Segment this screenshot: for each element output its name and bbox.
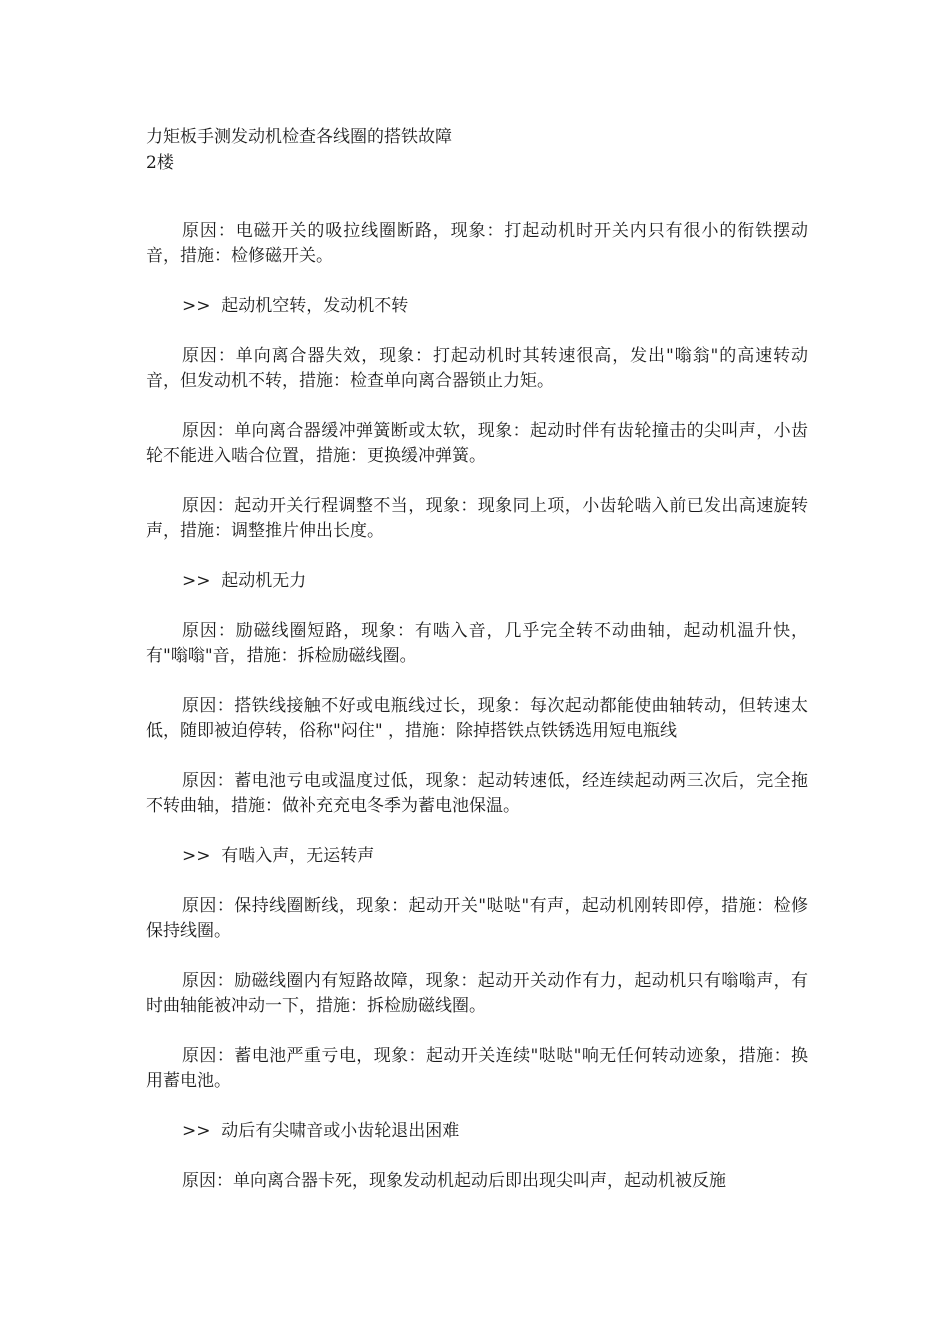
paragraph: 原因：蓄电池亏电或温度过低，现象：起动转速低，经连续起动两三次后，完全拖不转曲轴，措施：做补充充电冬季为蓄电池保温。 (146, 771, 808, 816)
floor-label: 2楼 (146, 153, 174, 173)
paragraph: 原因：电磁开关的吸拉线圈断路，现象：打起动机时开关内只有很小的衔铁摆动音，措施：检修磁开关。 (146, 221, 808, 266)
paragraph: 原因：单向离合器缓冲弹簧断或太软，现象：起动时伴有齿轮撞击的尖叫声，小齿轮不能进入啮合位置，措施：更换缓冲弹簧。 (146, 421, 808, 466)
document-body (146, 219, 808, 1219)
paragraph: 原因：单向离合器失效，现象：打起动机时其转速很高，发出"嗡翁"的高速转动音，但发动机不转，措施：检查单向离合器锁止力矩。 (146, 346, 808, 391)
section-heading: >> 起动机无力 (182, 571, 307, 591)
paragraph: 原因：起动开关行程调整不当，现象：现象同上项，小齿轮啮入前已发出高速旋转声，措施：调整推片伸出长度。 (146, 496, 808, 541)
paragraph: 原因：搭铁线接触不好或电瓶线过长，现象：每次起动都能使曲轴转动，但转速太低，随即被迫停转，俗称"闷住" ，措施：除掉搭铁点铁锈选用短电瓶线 (146, 696, 808, 741)
paragraph: 原因：励磁线圈内有短路故障，现象：起动开关动作有力，起动机只有嗡嗡声，有时曲轴能被冲动一下，措施：拆检励磁线圈。 (146, 971, 808, 1016)
paragraph: 原因：保持线圈断线，现象：起动开关"哒哒"有声，起动机刚转即停，措施：检修保持线圈。 (146, 896, 808, 941)
section-heading: >> 起动机空转，发动机不转 (182, 296, 409, 316)
document-title: 力矩板手测发动机检查各线圈的搭铁故障 (146, 127, 452, 147)
document-header (146, 124, 452, 176)
paragraph: 原因：单向离合器卡死，现象发动机起动后即出现尖叫声，起动机被反施 (182, 1171, 726, 1191)
paragraph: 原因：蓄电池严重亏电，现象：起动开关连续"哒哒"响无任何转动迹象，措施：换用蓄电池。 (146, 1046, 808, 1091)
section-heading: >> 有啮入声，无运转声 (182, 846, 375, 866)
paragraph: 原因：励磁线圈短路，现象：有啮入音，几乎完全转不动曲轴，起动机温升快，有"嗡嗡"音，措施：拆检励磁线圈。 (146, 621, 808, 666)
section-heading: >> 动后有尖啸音或小齿轮退出困难 (182, 1121, 460, 1141)
